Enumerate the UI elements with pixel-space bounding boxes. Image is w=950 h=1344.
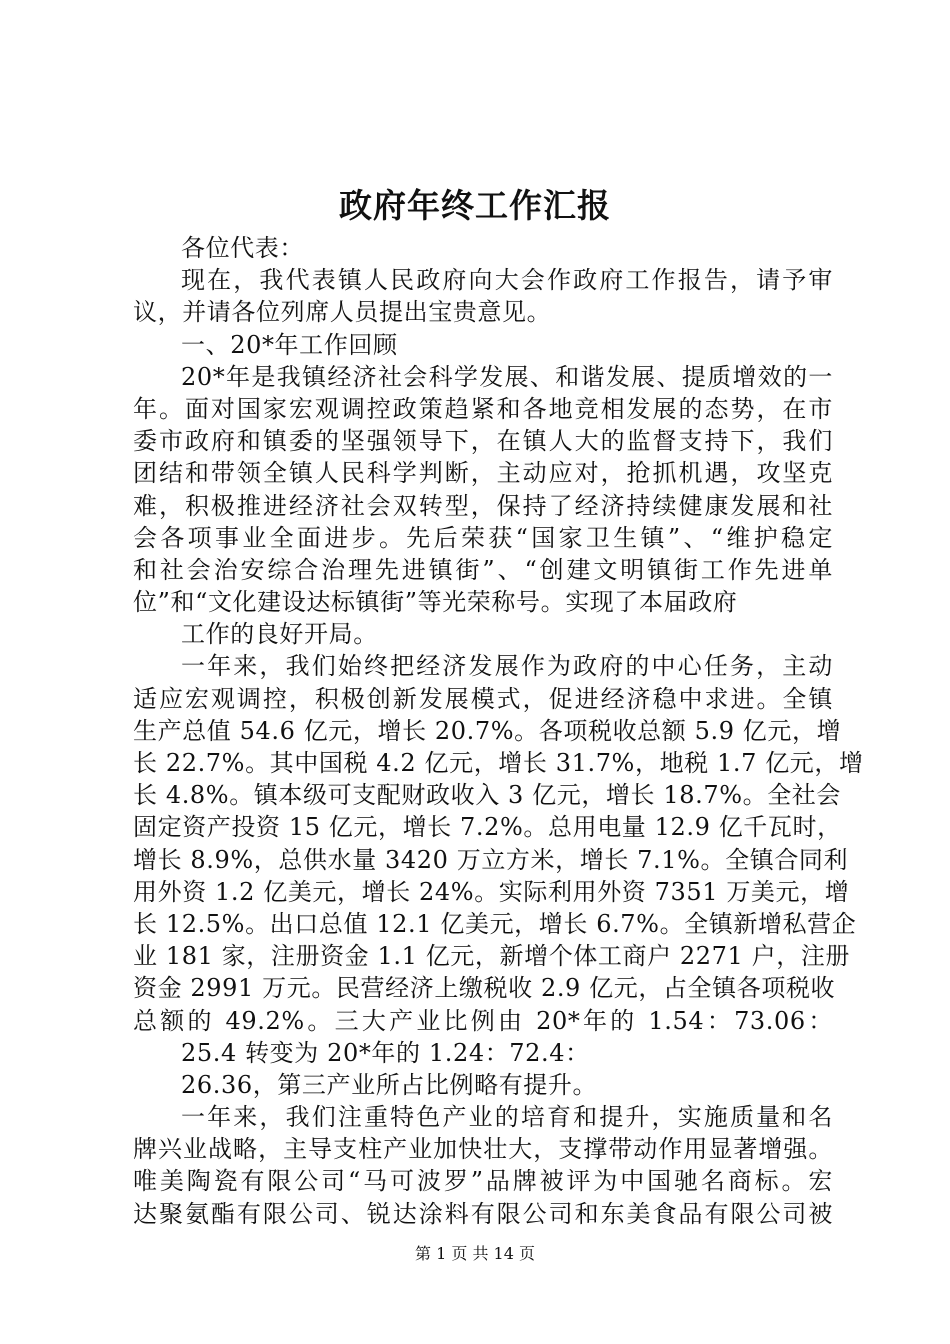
- paragraph-line: 难，积极推进经济社会双转型，保持了经济持续健康发展和社: [133, 491, 833, 520]
- paragraph-line: 位”和“文化建设达标镇街”等光荣称号。实现了本届政府: [133, 588, 738, 617]
- paragraph-line: 团结和带领全镇人民科学判断，主动应对，抢抓机遇，攻坚克: [133, 459, 833, 488]
- paragraph-line: 议，并请各位列席人员提出宝贵意见。: [133, 298, 552, 327]
- paragraph-line: 适应宏观调控，积极创新发展模式，促进经济稳中求进。全镇: [133, 684, 833, 713]
- paragraph-line: 牌兴业战略，主导支柱产业加快壮大，支撑带动作用显著增强。: [133, 1135, 833, 1164]
- document-title: 政府年终工作汇报: [339, 186, 611, 225]
- paragraph-line: 一年来，我们始终把经济发展作为政府的中心任务，主动: [181, 652, 833, 681]
- paragraph-line: 工作的良好开局。: [181, 620, 378, 649]
- paragraph-line: 增长 8.9%，总供水量 3420 万立方米，增长 7.1%。全镇合同利: [133, 845, 849, 874]
- paragraph-line: 委市政府和镇委的坚强领导下，在镇人大的监督支持下，我们: [133, 427, 833, 456]
- paragraph-line: 各位代表：: [181, 234, 304, 262]
- paragraph-line: 长 4.8%。镇本级可支配财政收入 3 亿元，增长 18.7%。全社会: [133, 781, 841, 810]
- paragraph-line: 一年来，我们注重特色产业的培育和提升，实施质量和名: [181, 1103, 833, 1132]
- paragraph-line: 会各项事业全面进步。先后荣获“国家卫生镇”、“维护稳定: [133, 523, 833, 552]
- paragraph-line: 20*年是我镇经济社会科学发展、和谐发展、提质增效的一: [181, 362, 833, 391]
- paragraph-line: 固定资产投资 15 亿元，增长 7.2%。总用电量 12.9 亿千瓦时，: [133, 813, 842, 842]
- paragraph-line: 现在，我代表镇人民政府向大会作政府工作报告，请予审: [181, 266, 833, 295]
- paragraph-line: 唯美陶瓷有限公司“马可波罗”品牌被评为中国驰名商标。宏: [133, 1167, 833, 1196]
- paragraph-line: 长 22.7%。其中国税 4.2 亿元，增长 31.7%，地税 1.7 亿元，增: [133, 749, 864, 777]
- document-body: [133, 232, 864, 1230]
- paragraph-line: 生产总值 54.6 亿元，增长 20.7%。各项税收总额 5.9 亿元，增: [133, 716, 842, 745]
- paragraph-line: 总额的 49.2%。三大产业比例由 20*年的 1.54：73.06：: [133, 1006, 833, 1035]
- paragraph-line: 资金 2991 万元。民营经济上缴税收 2.9 亿元，占全镇各项税收: [133, 974, 836, 1003]
- page-number-footer: 第 1 页 共 14 页: [415, 1244, 535, 1263]
- paragraph-line: 长 12.5%。出口总值 12.1 亿美元，增长 6.7%。全镇新增私营企: [133, 909, 857, 938]
- paragraph-line: 达聚氨酯有限公司、锐达涂料有限公司和东美食品有限公司被: [133, 1199, 833, 1228]
- paragraph-line: 业 181 家，注册资金 1.1 亿元，新增个体工商户 2271 户，注册: [133, 942, 851, 971]
- paragraph-line: 26.36，第三产业所占比例略有提升。: [181, 1070, 598, 1099]
- paragraph-line: 年。面对国家宏观调控政策趋紧和各地竞相发展的态势，在市: [133, 394, 833, 423]
- paragraph-line: 25.4 转变为 20*年的 1.24：72.4：: [181, 1038, 590, 1067]
- section-heading: 一、20*年工作回顾: [181, 330, 398, 359]
- paragraph-line: 和社会治安综合治理先进镇街”、“创建文明镇街工作先进单: [133, 555, 833, 584]
- paragraph-line: 用外资 1.2 亿美元，增长 24%。实际利用外资 7351 万美元，增: [133, 877, 850, 906]
